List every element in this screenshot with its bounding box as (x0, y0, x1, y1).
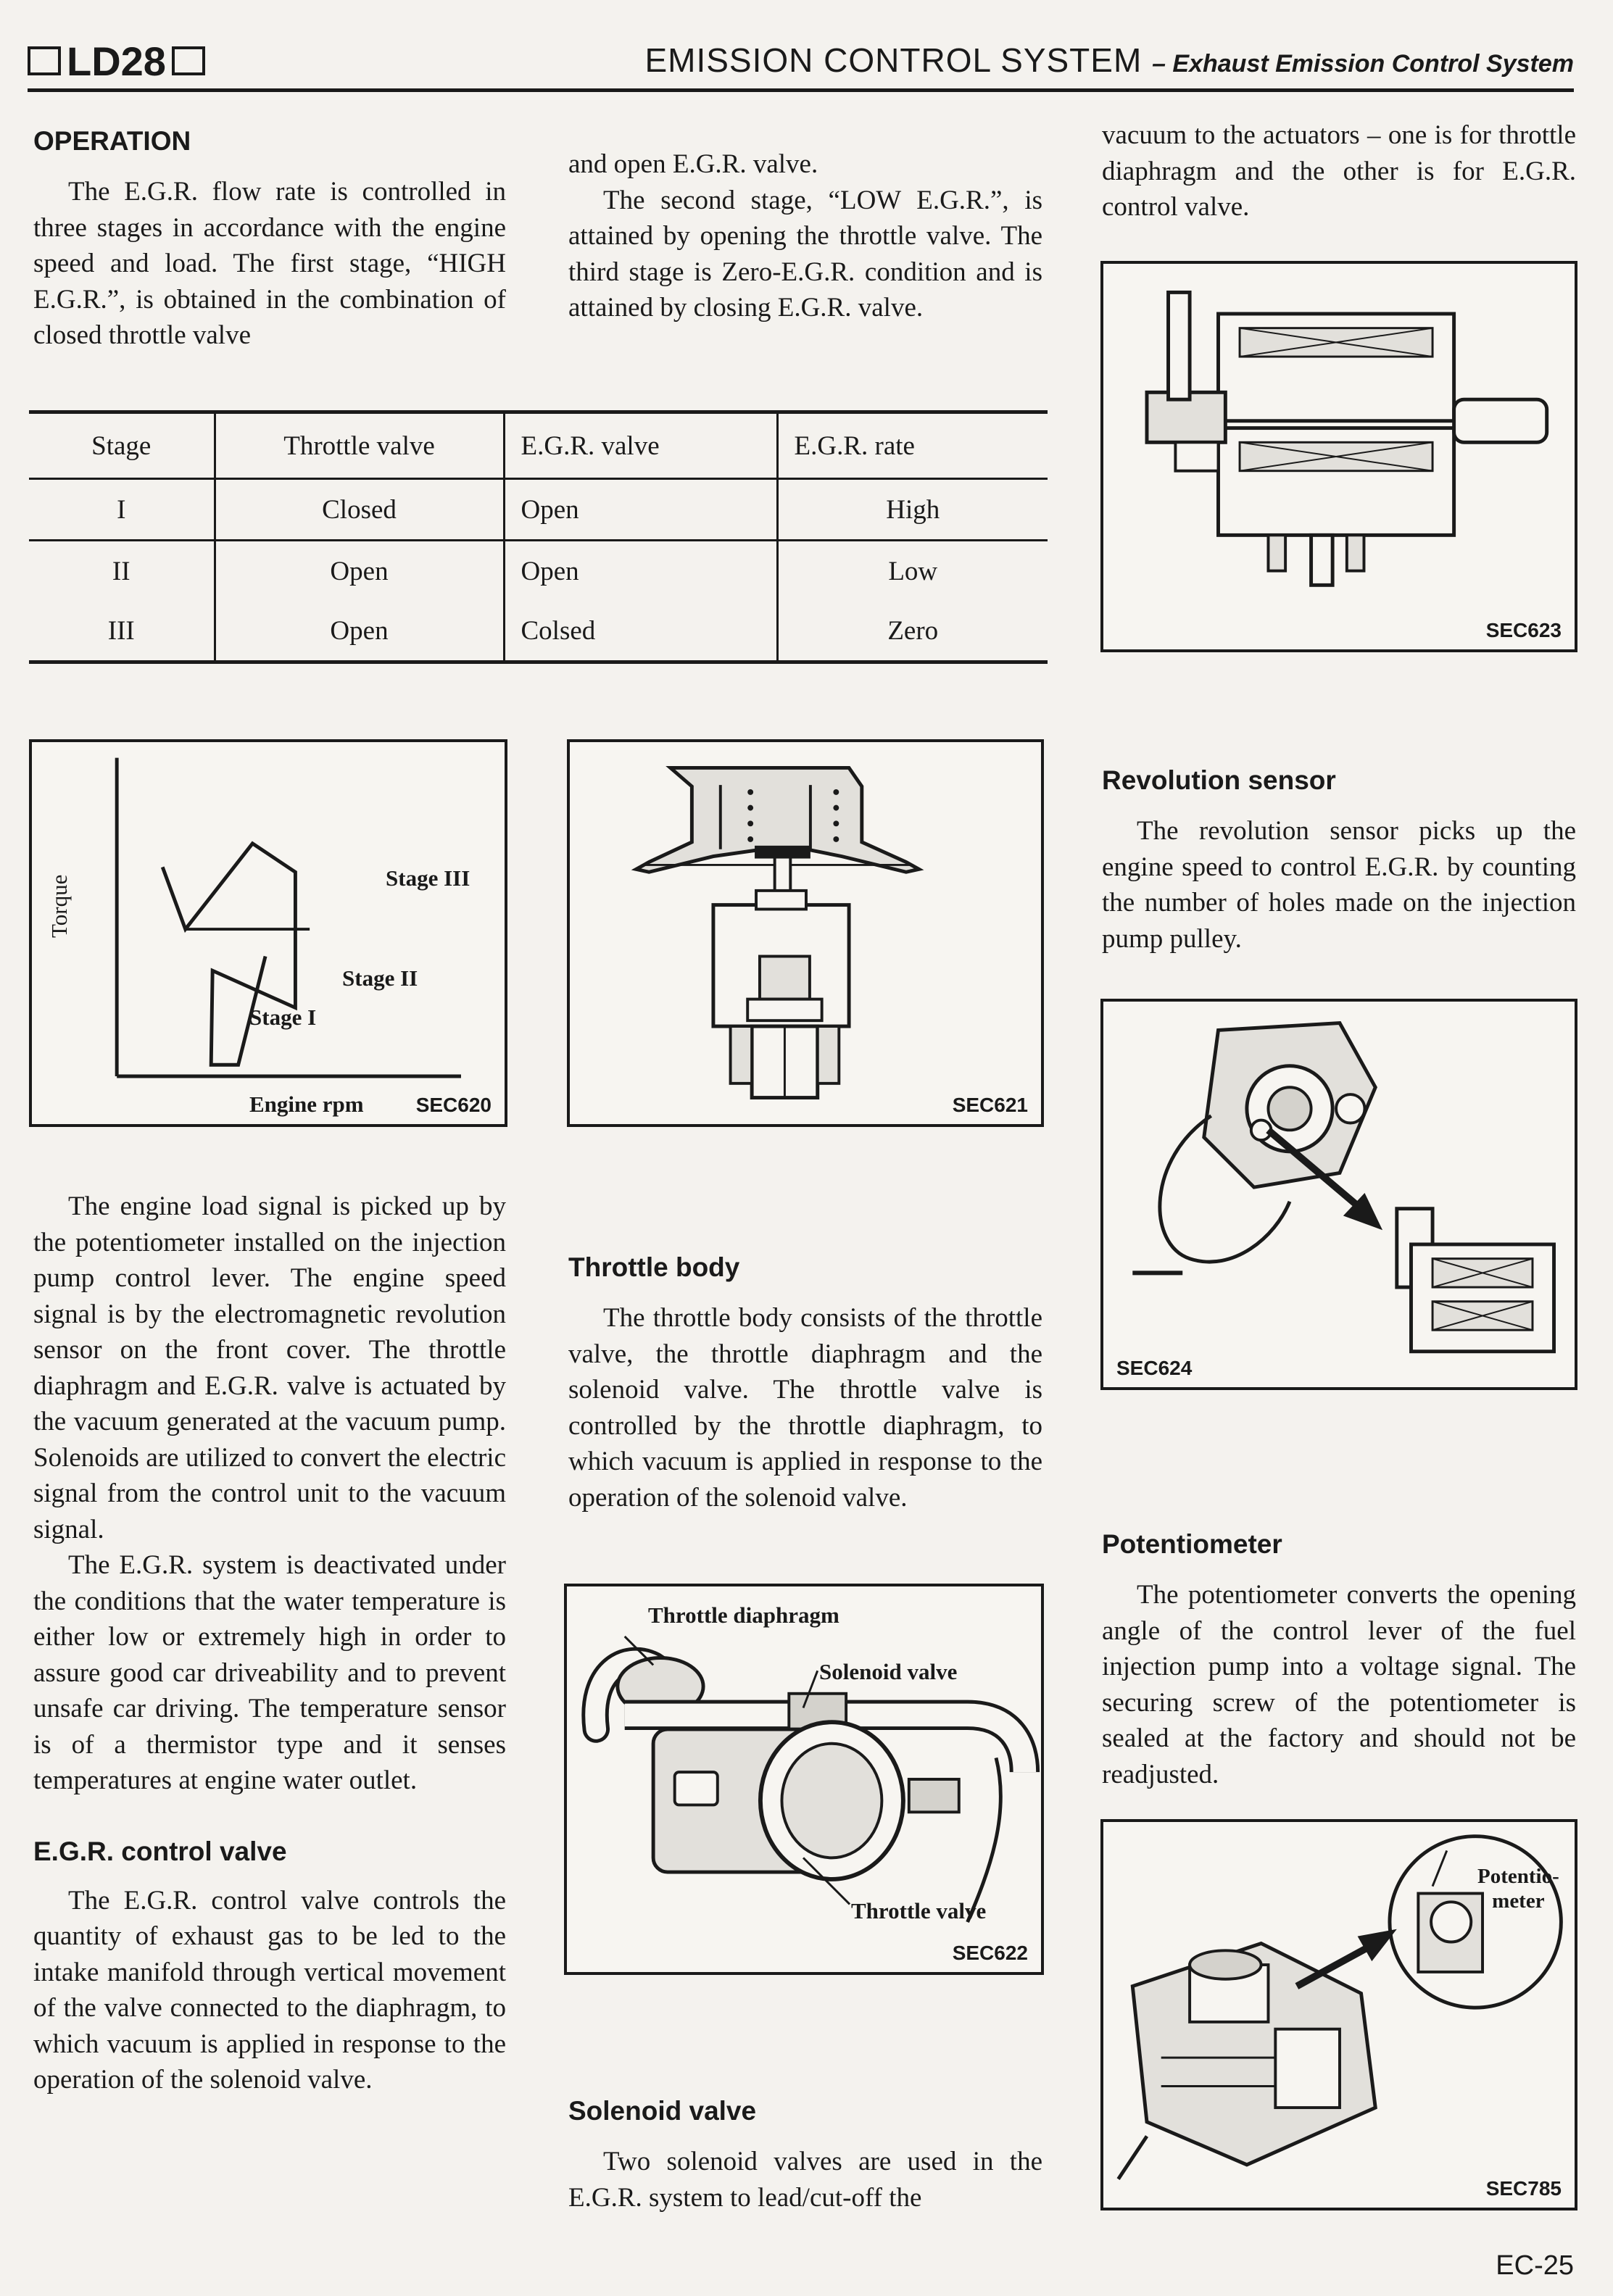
table-header: Throttle valve (215, 412, 504, 479)
operation-lower (33, 1189, 506, 2098)
table-cell: Colsed (504, 601, 777, 662)
operation-heading: OPERATION (33, 126, 191, 156)
figure-code: SEC621 (950, 1094, 1031, 1117)
figure-code: SEC622 (950, 1942, 1031, 1965)
callout-label: meter (1492, 1889, 1545, 1913)
x-axis-label: Engine rpm (249, 1091, 364, 1117)
egr-valve-heading: E.G.R. control valve (33, 1836, 287, 1866)
table-row (29, 479, 1048, 541)
stage-label: Stage I (249, 1004, 317, 1030)
table-cell: III (107, 615, 135, 646)
revolution-sensor-drawing (1103, 1002, 1575, 1387)
solenoid-valve-paragraph: vacuum to the actuators – one is for throttle diaphragm and the other is for E.G.R. control valve. (1102, 120, 1576, 222)
header-rule (28, 88, 1574, 92)
solenoid-valve-heading: Solenoid valve (568, 2096, 757, 2126)
table-cell: Zero (777, 601, 1048, 662)
figure-code: SEC620 (413, 1094, 494, 1117)
operation-paragraph: and open E.G.R. valve. (568, 149, 818, 179)
egr-valve-paragraph: The E.G.R. control valve controls the quantity of exhaust gas to be led to the intake manifold through vertical movement of the valve connected to the diaphragm, to which vacuum is applied in response to the operation of the solenoid valve. (33, 1885, 506, 2095)
figure-code: SEC624 (1114, 1357, 1195, 1380)
table-cell: Closed (215, 479, 504, 541)
table-cell: High (777, 479, 1048, 541)
potentiometer-section (1102, 1526, 1576, 1792)
table-header: E.G.R. rate (777, 412, 1048, 479)
y-axis-label: Torque (46, 874, 72, 938)
solenoid-valve-section (568, 2093, 1042, 2216)
egr-stage-graph (29, 739, 507, 1127)
table-row (29, 601, 1048, 662)
potentiometer-callout (1477, 1864, 1559, 1913)
egr-stage-table (29, 410, 1048, 664)
solenoid-valve-drawing (1103, 264, 1575, 649)
solenoid-valve-continued (1102, 117, 1576, 225)
section-subtitle: – Exhaust Emission Control System (1152, 50, 1574, 78)
table-cell: Open (504, 541, 777, 602)
stage-label: Stage II (342, 965, 418, 991)
throttle-body-figure (564, 1584, 1044, 1975)
egr-valve-drawing (570, 742, 1041, 1124)
page-number: EC-25 (1496, 2250, 1574, 2281)
figure-code: SEC785 (1483, 2177, 1564, 2200)
throttle-body-paragraph: The throttle body consists of the throttle valve, the throttle diaphragm and the solenoid valve. The throttle valve is controlled by the throttle diaphragm, to which vacuum is applied in response to the operation of the solenoid valve. (568, 1303, 1042, 1513)
operation-continued (568, 146, 1042, 326)
solenoid-valve-figure (1100, 261, 1577, 652)
table-row (29, 541, 1048, 602)
operation-paragraph: The E.G.R. flow rate is controlled in three stages in accordance with the engine speed and load. The first stage, “HIGH E.G.R.”, is obtained in the combination of closed throttle valve (33, 177, 506, 350)
operation-section (33, 123, 506, 354)
operation-paragraph: The second stage, “LOW E.G.R.”, is attained by opening the throttle valve. The third stage is Zero-E.G.R. condition and is attained by closing E.G.R. valve. (568, 185, 1042, 323)
revolution-sensor-figure (1100, 999, 1577, 1390)
table-header-row (29, 412, 1048, 479)
table-cell: I (117, 494, 126, 525)
box-icon (172, 46, 205, 75)
potentiometer-figure (1100, 1819, 1577, 2210)
throttle-body-heading: Throttle body (568, 1252, 740, 1282)
solenoid-valve-paragraph: Two solenoid valves are used in the E.G.R. system to lead/cut-off the (568, 2147, 1042, 2213)
revolution-sensor-heading: Revolution sensor (1102, 765, 1336, 795)
section-title: EMISSION CONTROL SYSTEM (644, 41, 1143, 79)
operation-paragraph: The engine load signal is picked up by the potentiometer installed on the injection pump control lever. The engine speed signal is by the electromagnetic revolution sensor on the front cover. The throttle diaphragm and E.G.R. valve is actuated by the vacuum generated at the vacuum pump. Solenoids are utilized to convert the electric signal from the control unit to the vacuum signal. (33, 1191, 506, 1544)
table-cell: Open (215, 541, 504, 602)
model-name: LD28 (67, 38, 166, 84)
table-cell: II (29, 541, 215, 602)
box-icon (28, 46, 61, 75)
page-title (644, 41, 1574, 80)
revolution-sensor-section (1102, 762, 1576, 957)
egr-control-valve-figure (567, 739, 1044, 1127)
revolution-sensor-paragraph: The revolution sensor picks up the engine speed to control E.G.R. by counting the number of holes made on the injection pump pulley. (1102, 816, 1576, 954)
stage-label: Stage III (386, 865, 470, 891)
callout-label: Solenoid valve (819, 1659, 958, 1684)
operation-paragraph: The E.G.R. system is deactivated under the conditions that the water temperature is either low or extremely high in order to assure good car driveability and to prevent unsafe car driving. The temperature sensor is of a thermistor type and it senses temperatures at engine water outlet. (33, 1550, 506, 1795)
table-cell: Open (215, 601, 504, 662)
model-badge (28, 38, 205, 84)
torque-rpm-graph (32, 742, 505, 1124)
table-cell: Low (777, 541, 1048, 602)
figure-code: SEC623 (1483, 619, 1564, 642)
table-header: Stage (91, 430, 152, 461)
table-header: E.G.R. valve (504, 412, 777, 479)
callout-label: Throttle diaphragm (648, 1602, 839, 1628)
throttle-body-section (568, 1249, 1042, 1515)
callout-label: Potentio- (1477, 1865, 1559, 1888)
potentiometer-paragraph: The potentiometer converts the opening angle of the control lever of the fuel injection pump into a voltage signal. The securing screw of the potentiometer is sealed at the factory and should not be readjusted. (1102, 1580, 1576, 1789)
potentiometer-heading: Potentiometer (1102, 1529, 1282, 1559)
callout-label: Throttle valve (851, 1898, 987, 1923)
table-cell: Open (504, 479, 777, 541)
